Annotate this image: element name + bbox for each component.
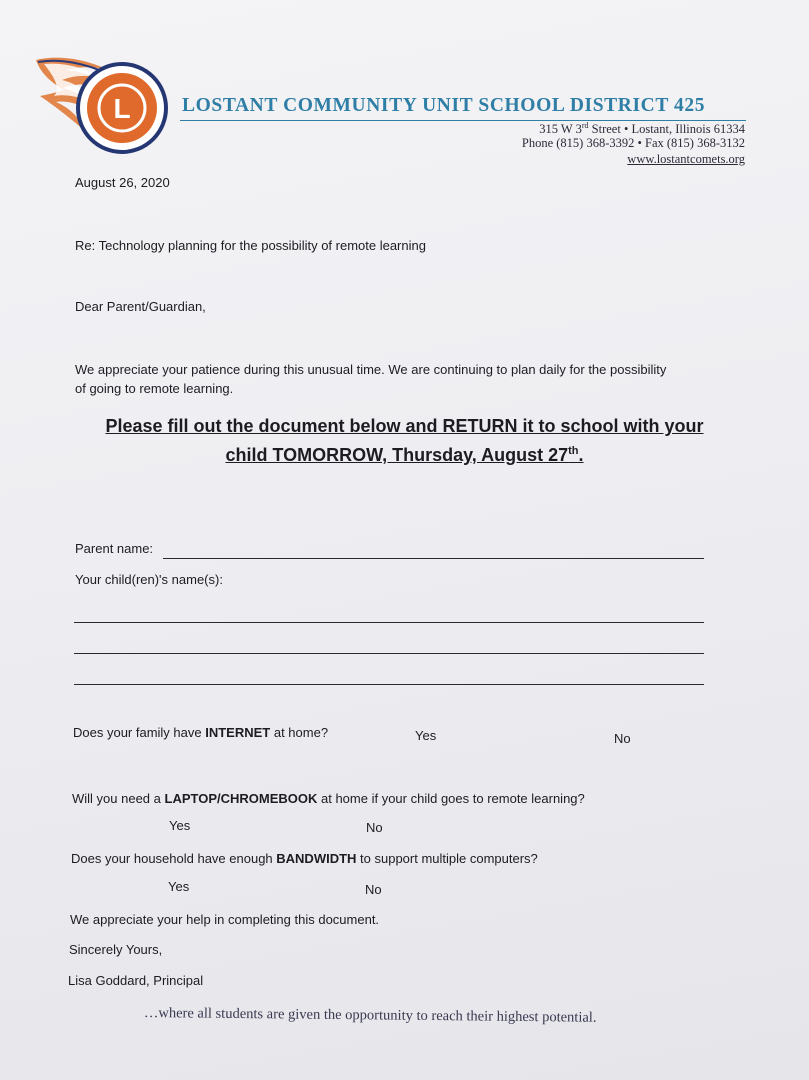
closing-thanks: We appreciate your help in completing this document. <box>70 912 380 927</box>
district-website-link[interactable]: www.lostantcomets.org <box>627 152 745 166</box>
logo-letter: L <box>113 93 131 124</box>
internet-yes-option[interactable]: Yes <box>415 728 437 743</box>
parent-name-label: Parent name: <box>75 541 154 556</box>
district-logo <box>30 52 170 160</box>
letter-salutation: Dear Parent/Guardian, <box>75 299 206 314</box>
closing-sign-off: Sincerely Yours, <box>69 942 163 957</box>
intro-line-1: We appreciate your patience during this unusual time. We are continuing to plan daily for the possibility <box>75 362 667 377</box>
question-bandwidth: Does your household have enough BANDWIDTH to support multiple computers? <box>71 851 538 866</box>
signer-name: Lisa Goddard, Principal <box>68 973 204 988</box>
laptop-yes-option[interactable]: Yes <box>169 818 191 833</box>
child-name-field-2[interactable] <box>74 653 704 654</box>
question-laptop: Will you need a LAPTOP/CHROMEBOOK at home if your child goes to remote learning? <box>72 791 585 806</box>
parent-name-field[interactable] <box>163 558 704 559</box>
instruction-headline-1: Please fill out the document below and RETURN it to school with your <box>105 416 704 436</box>
internet-no-option[interactable]: No <box>614 731 631 746</box>
bandwidth-yes-option[interactable]: Yes <box>168 879 190 894</box>
laptop-no-option[interactable]: No <box>366 820 383 835</box>
district-motto: …where all students are given the opportunity to reach their highest potential. <box>143 1005 597 1026</box>
district-address: 315 W 3rd Street • Lostant, Illinois 61334 <box>539 121 745 137</box>
children-names-label: Your child(ren)'s name(s): <box>75 572 223 587</box>
intro-line-2: of going to remote learning. <box>75 381 234 396</box>
letter-date: August 26, 2020 <box>75 175 170 190</box>
child-name-field-1[interactable] <box>74 622 704 623</box>
instruction-headline-2: child TOMORROW, Thursday, August 27th. <box>225 445 584 465</box>
district-phone-fax: Phone (815) 368-3392 • Fax (815) 368-3132 <box>521 136 745 150</box>
bandwidth-no-option[interactable]: No <box>365 882 382 897</box>
child-name-field-3[interactable] <box>74 684 704 685</box>
letter-subject: Re: Technology planning for the possibility of remote learning <box>75 238 426 253</box>
question-internet: Does your family have INTERNET at home? <box>73 725 329 740</box>
district-name: LOSTANT COMMUNITY UNIT SCHOOL DISTRICT 425 <box>182 95 706 116</box>
